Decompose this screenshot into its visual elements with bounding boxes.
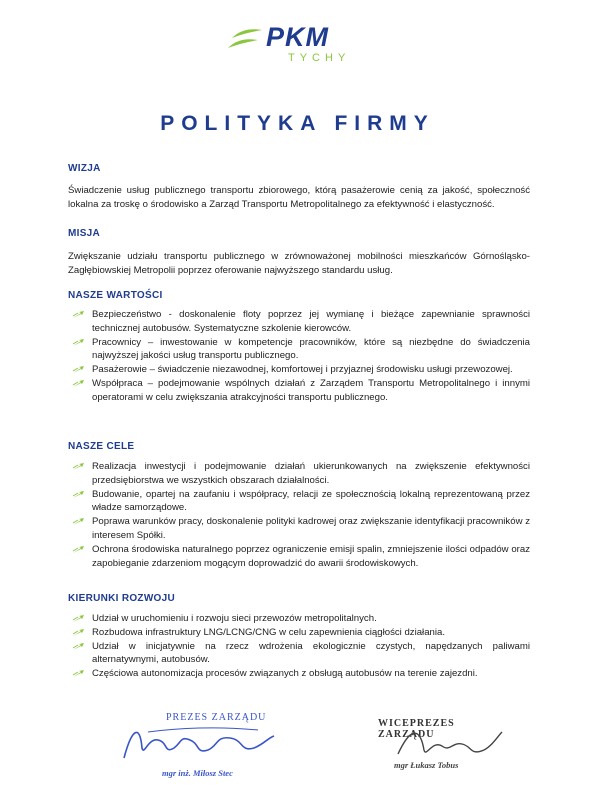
signature-left-title: PREZES ZARZĄDU xyxy=(166,712,267,723)
signature-right xyxy=(374,718,514,778)
paragraph-misja: Zwiększanie udziału transportu publicznego w zrównoważonej mobilności mieszkańców Górnośląsko-Zagłębiowskiej Metropolii poprzez oferowanie najwyższego standardu usług. xyxy=(68,251,530,276)
arrow-leaf-icon xyxy=(72,462,86,472)
signature-left-name: mgr inż. Miłosz Stec xyxy=(162,768,233,778)
list-item: Realizacja inwestycji i podejmowanie działań ukierunkowanych na zwiększenie efektywności przedsiębiorstwa we wszystkich obszarach działalności. xyxy=(70,460,530,488)
list-item: Budowanie, opartej na zaufaniu i współpracy, relacji ze społecznością lokalną reprezentowaną przez władze samorządowe. xyxy=(70,488,530,516)
logo-city: TYCHY xyxy=(288,52,351,64)
list-item: Poprawa warunków pracy, doskonalenie polityki kadrowej oraz zwiększanie identyfikacji pracowników z interesem Spółki. xyxy=(70,515,530,543)
signature-left xyxy=(118,712,278,782)
handwritten-signature-left xyxy=(118,718,278,762)
arrow-leaf-icon xyxy=(72,338,86,348)
list-item: Bezpieczeństwo - doskonalenie floty poprzez jej wymianę i bieżące zapewnianie sprawności technicznej autobusów. Systematyczne szkolenie kierowców. xyxy=(70,308,530,336)
logo-brand: PKM xyxy=(266,22,329,52)
section-heading-kierunki: KIERUNKI ROZWOJU xyxy=(68,593,176,604)
list-item: Współpraca – podejmowanie wspólnych działań z Zarządem Transportu Metropolitalnego i innymi operatorami w celu zwiększania atrakcyjności transportu publicznego. xyxy=(70,377,530,405)
list-item: Pasażerowie – świadczenie niezawodnej, komfortowej i przyjaznej środowisku usługi przewozowej. xyxy=(70,363,530,377)
list-item: Udział w inicjatywnie na rzecz wdrożenia ekologicznie czystych, napędzanych paliwami alternatywnymi, autobusów. xyxy=(70,640,530,668)
list-kierunki xyxy=(70,612,530,681)
company-logo xyxy=(226,18,376,66)
leaves-icon xyxy=(226,26,266,54)
section-heading-misja: MISJA xyxy=(68,228,101,239)
list-item: Rozbudowa infrastruktury LNG/LCNG/CNG w celu zapewnienia ciągłości działania. xyxy=(70,626,530,640)
arrow-leaf-icon xyxy=(72,365,86,375)
list-cele xyxy=(70,460,530,570)
arrow-leaf-icon xyxy=(72,614,86,624)
arrow-leaf-icon xyxy=(72,545,86,555)
list-item: Pracownicy – inwestowanie w kompetencje pracowników, które są niezbędne do świadczenia najwyższej jakości usług transportu publicznego. xyxy=(70,336,530,364)
list-wartosci xyxy=(70,308,530,405)
signature-right-name: mgr Łukasz Tobus xyxy=(394,760,459,770)
page-title: POLITYKA FIRMY xyxy=(160,112,435,135)
section-heading-cele: NASZE CELE xyxy=(68,441,135,452)
paragraph-wizja: Świadczenie usług publicznego transportu zbiorowego, którą pasażerowie cenią za jakość, społeczność lokalna za troskę o środowisko a Zarząd Transportu Metropolitalnego za efektywność i elastyczność. xyxy=(68,185,530,210)
list-item: Ochrona środowiska naturalnego poprzez ograniczenie emisji spalin, zmniejszenie ilości odpadów oraz zapobieganie zdarzeniom mogącym doprowadzić do awarii środowiskowych. xyxy=(70,543,530,571)
arrow-leaf-icon xyxy=(72,379,86,389)
arrow-leaf-icon xyxy=(72,490,86,500)
arrow-leaf-icon xyxy=(72,669,86,679)
signature-right-title: WICEPREZES ZARZĄDU xyxy=(378,718,455,740)
list-item: Częściowa autonomizacja procesów związanych z obsługą autobusów na terenie zajezdni. xyxy=(70,667,530,681)
handwritten-signature-right xyxy=(394,722,504,762)
arrow-leaf-icon xyxy=(72,642,86,652)
arrow-leaf-icon xyxy=(72,628,86,638)
arrow-leaf-icon xyxy=(72,517,86,527)
section-heading-wartosci: NASZE WARTOŚCI xyxy=(68,290,163,301)
section-heading-wizja: WIZJA xyxy=(68,163,101,174)
list-item: Udział w uruchomieniu i rozwoju sieci przewozów metropolitalnych. xyxy=(70,612,530,626)
arrow-leaf-icon xyxy=(72,310,86,320)
